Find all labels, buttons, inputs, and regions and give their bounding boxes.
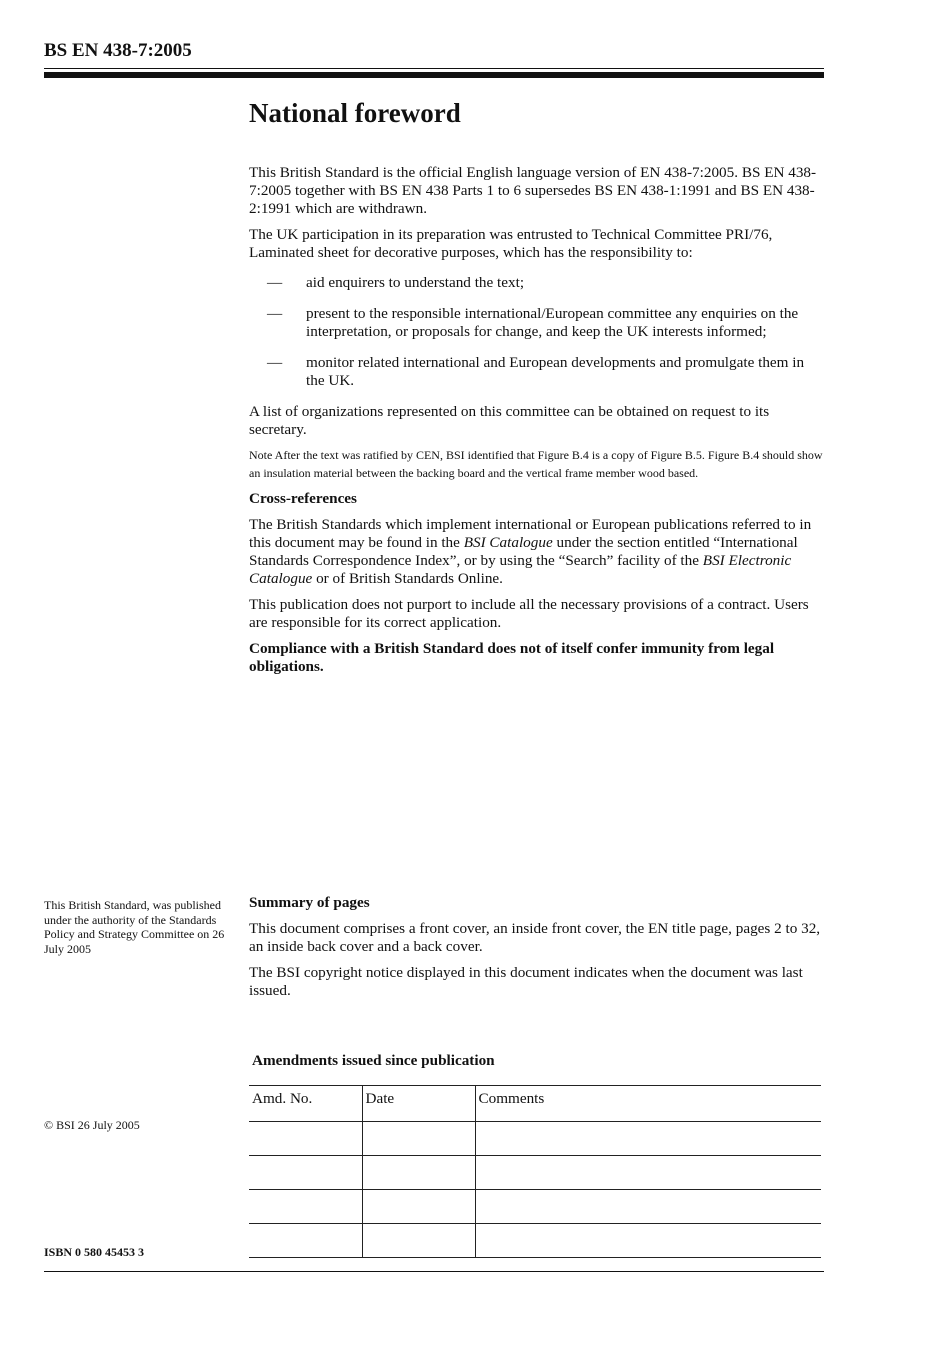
publication-authority-note: This British Standard, was published under the authority of the Standards Policy and Strategy Committee on 26 July 2005 bbox=[44, 898, 225, 956]
table-cell bbox=[475, 1224, 821, 1258]
table-row bbox=[249, 1122, 821, 1156]
document-id: BS EN 438-7:2005 bbox=[44, 40, 192, 61]
dash-marker: — bbox=[267, 305, 283, 322]
table-cell bbox=[475, 1190, 821, 1224]
column-header-comments: Comments bbox=[475, 1086, 821, 1122]
table-cell bbox=[362, 1224, 475, 1258]
amendments-title: Amendments issued since publication bbox=[252, 1052, 495, 1069]
table-cell bbox=[362, 1190, 475, 1224]
dash-marker: — bbox=[267, 274, 283, 291]
summary-heading: Summary of pages bbox=[249, 894, 370, 911]
table-header-row bbox=[249, 1086, 821, 1122]
column-header-date: Date bbox=[362, 1086, 475, 1122]
bsi-electronic-catalogue-title: BSI Electronic Catalogue bbox=[249, 552, 792, 587]
intro-paragraph-1: This British Standard is the official English language version of EN 438-7:2005. BS EN 438-7:2005 together with BS EN 438 Parts 1 to 6 supersedes BS EN 438-1:1991 and BS EN 438-2:1991 which are withdrawn. bbox=[249, 164, 817, 217]
table-cell bbox=[249, 1122, 362, 1156]
table-cell bbox=[249, 1156, 362, 1190]
page-title: National foreword bbox=[249, 98, 461, 128]
copyright-notice: © BSI 26 July 2005 bbox=[44, 1118, 140, 1132]
text-run: The British Standards which implement international or European publications referred to in this document may be found in the bbox=[249, 516, 812, 551]
intro-paragraph-2: The UK participation in its preparation was entrusted to Technical Committee PRI/76, Laminated sheet for decorative purposes, which has the responsibility to: bbox=[249, 226, 773, 261]
responsibility-list bbox=[249, 274, 823, 390]
table-cell bbox=[475, 1122, 821, 1156]
dash-marker: — bbox=[267, 354, 283, 371]
list-item bbox=[249, 274, 823, 292]
text-run: under the section entitled “International Standards Correspondence Index”, or by using the “Search” facility of the bbox=[249, 534, 798, 569]
column-header-amd-no: Amd. No. bbox=[249, 1086, 362, 1122]
summary-paragraph-1: This document comprises a front cover, an inside front cover, the EN title page, pages 2 to 32, an inside back cover and a back cover. bbox=[249, 920, 821, 955]
list-item-text: monitor related international and European developments and promulgate them in the UK. bbox=[306, 354, 805, 389]
table-cell bbox=[249, 1224, 362, 1258]
list-item-text: aid enquirers to understand the text; bbox=[306, 274, 525, 291]
intro-paragraph-3: A list of organizations represented on this committee can be obtained on request to its secretary. bbox=[249, 403, 770, 438]
footer-rule bbox=[44, 1271, 824, 1272]
table-cell bbox=[249, 1190, 362, 1224]
table-row bbox=[249, 1190, 821, 1224]
amendments-table bbox=[249, 1085, 821, 1258]
summary-section bbox=[249, 894, 823, 1008]
table-cell bbox=[362, 1156, 475, 1190]
compliance-statement: Compliance with a British Standard does not of itself confer immunity from legal obligations. bbox=[249, 640, 775, 675]
table-cell bbox=[475, 1156, 821, 1190]
isbn: ISBN 0 580 45453 3 bbox=[44, 1245, 145, 1259]
list-item bbox=[249, 354, 823, 390]
cross-references-paragraph-2: This publication does not purport to include all the necessary provisions of a contract. Users are responsible for its correct application. bbox=[249, 596, 809, 631]
cross-references-paragraph-1 bbox=[249, 516, 823, 588]
table-cell bbox=[362, 1122, 475, 1156]
summary-paragraph-2: The BSI copyright notice displayed in this document indicates when the document was last issued. bbox=[249, 964, 803, 999]
table-row bbox=[249, 1224, 821, 1258]
bsi-catalogue-title: BSI Catalogue bbox=[463, 534, 553, 551]
list-item bbox=[249, 305, 823, 341]
header-rule-thick bbox=[44, 72, 824, 78]
table-row bbox=[249, 1156, 821, 1190]
note-paragraph: Note After the text was ratified by CEN, BSI identified that Figure B.4 is a copy of Figure B.5. Figure B.4 should show an insulation material between the backing board and the vertical frame member wood based. bbox=[249, 448, 823, 480]
text-run: or of British Standards Online. bbox=[312, 570, 503, 587]
header-rule-thin bbox=[44, 68, 824, 69]
intro-section bbox=[249, 164, 823, 684]
cross-references-heading: Cross-references bbox=[249, 490, 357, 507]
list-item-text: present to the responsible international/European committee any enquiries on the interpretation, or proposals for change, and keep the UK interests informed; bbox=[306, 305, 799, 340]
